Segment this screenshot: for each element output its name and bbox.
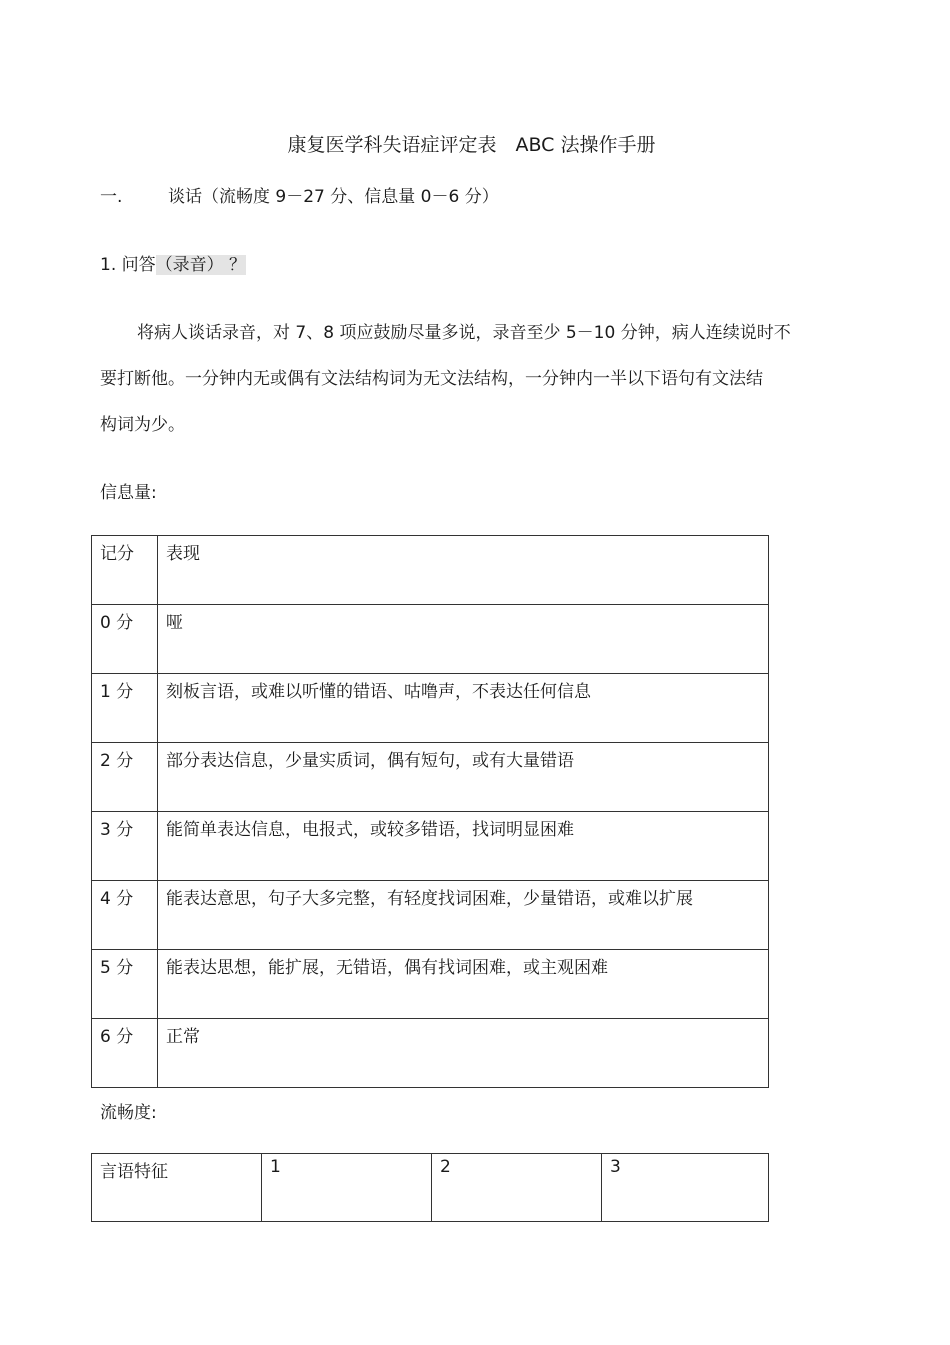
item-label: 1. 问答 [100,255,156,275]
fluency-label: 流畅度: [100,1103,157,1123]
behavior-cell: 正常 [158,1019,769,1088]
table-row [92,1019,769,1088]
section-heading: 谈话（流畅度 9－27 分、信息量 0－6 分） [168,187,499,207]
header-level-3: 3 [602,1154,769,1222]
section-number: 一. [100,187,123,207]
table-row [92,950,769,1019]
header-score: 记分 [92,536,158,605]
behavior-cell: 部分表达信息，少量实质词，偶有短句，或有大量错语 [158,743,769,812]
info-label: 信息量: [100,483,157,503]
score-cell: 0 分 [92,605,158,674]
score-cell: 2 分 [92,743,158,812]
score-cell: 3 分 [92,812,158,881]
behavior-cell: 能表达意思，句子大多完整，有轻度找词困难，少量错语，或难以扩展 [158,881,769,950]
document-title: 康复医学科失语症评定表 ABC 法操作手册 [287,134,656,156]
header-behavior: 表现 [158,536,769,605]
table-row [92,743,769,812]
behavior-cell: 能表达思想，能扩展，无错语，偶有找词困难，或主观困难 [158,950,769,1019]
item-highlight: （录音） ？ [155,255,247,275]
fluency-table [91,1153,769,1222]
behavior-cell: 能简单表达信息，电报式，或较多错语，找词明显困难 [158,812,769,881]
score-cell: 4 分 [92,881,158,950]
instruction-line-2: 要打断他。一分钟内无或偶有文法结构词为无文法结构，一分钟内一半以下语句有文法结 [100,369,763,389]
score-cell: 6 分 [92,1019,158,1088]
instruction-line-1: 将病人谈话录音，对 7、8 项应鼓励尽量多说，录音至少 5－10 分钟，病人连续说时不 [137,323,791,343]
info-table [91,535,769,1088]
behavior-cell: 刻板言语，或难以听懂的错语、咕噜声，不表达任何信息 [158,674,769,743]
header-speech-feature: 言语特征 [92,1154,262,1222]
table-header-row [92,1154,769,1222]
table-row [92,674,769,743]
table-header-row [92,536,769,605]
header-level-1: 1 [262,1154,432,1222]
score-cell: 1 分 [92,674,158,743]
behavior-cell: 哑 [158,605,769,674]
table-row [92,812,769,881]
instruction-line-3: 构词为少。 [100,415,185,435]
item-heading [100,250,246,275]
score-cell: 5 分 [92,950,158,1019]
table-row [92,881,769,950]
header-level-2: 2 [432,1154,602,1222]
table-row [92,605,769,674]
